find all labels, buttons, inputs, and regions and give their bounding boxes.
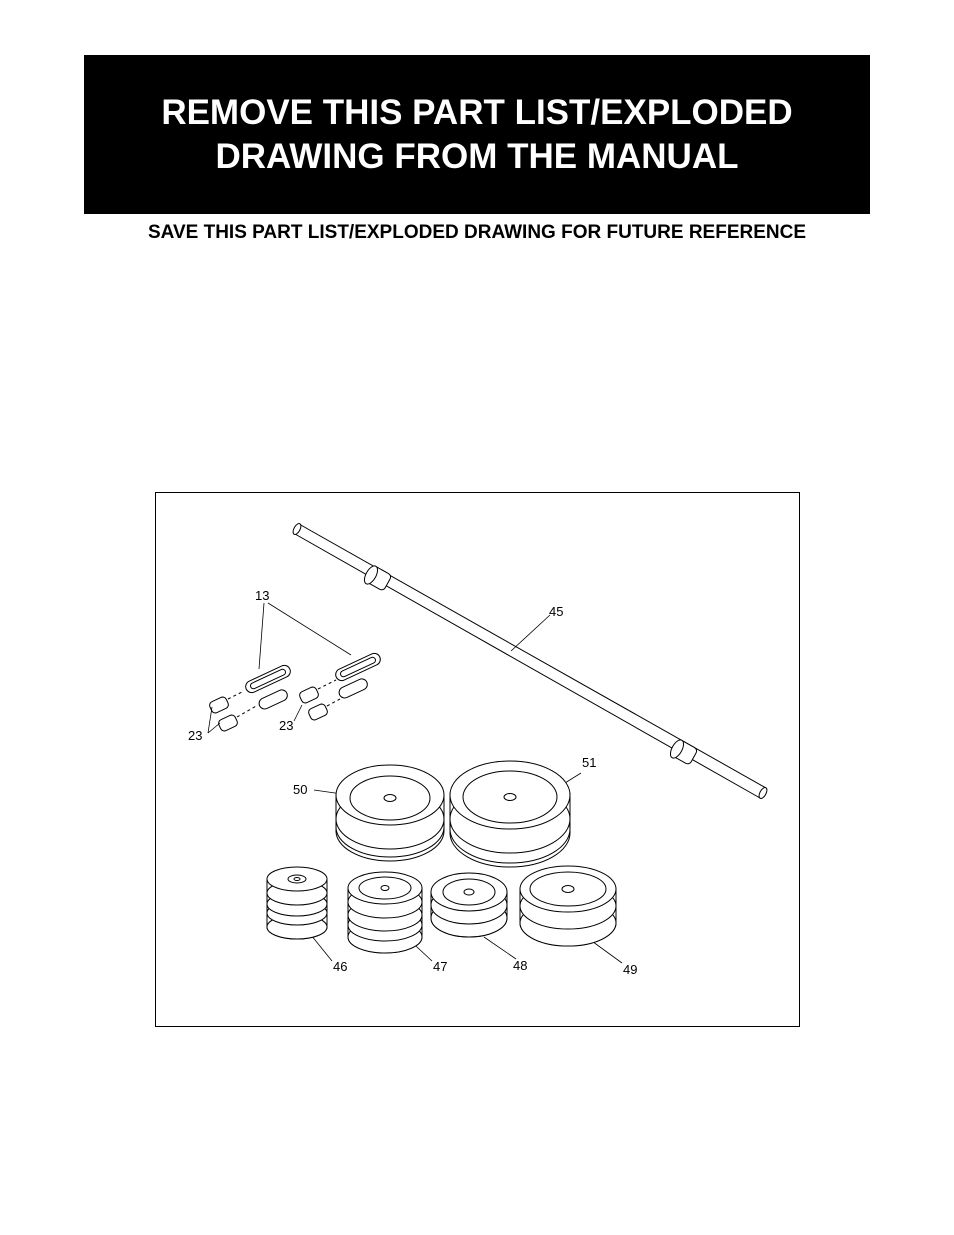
collar-clips (208, 651, 382, 732)
header-banner (84, 55, 870, 214)
callout-23-left: 23 (188, 728, 203, 743)
page-title-line-2: DRAWING FROM THE MANUAL (215, 136, 739, 176)
exploded-drawing (155, 492, 800, 1027)
weight-plate-49 (520, 866, 616, 946)
callout-49: 49 (623, 962, 638, 977)
collar-clip-right (298, 651, 382, 721)
callout-23-right: 23 (279, 718, 294, 733)
bar-collar-right (668, 738, 698, 765)
page-title (161, 91, 792, 179)
weight-plate-46 (267, 867, 327, 939)
weight-plate-47 (348, 872, 422, 953)
weight-plate-50 (336, 765, 444, 861)
callout-51: 51 (582, 755, 597, 770)
callout-48: 48 (513, 958, 528, 973)
page-title-line-1: REMOVE THIS PART LIST/EXPLODED (161, 92, 793, 132)
callout-45: 45 (549, 604, 564, 619)
bar-collar-left (362, 564, 392, 591)
callout-47: 47 (433, 959, 448, 974)
callout-50: 50 (293, 782, 308, 797)
exploded-drawing-svg (156, 493, 801, 1028)
callout-13: 13 (255, 588, 270, 603)
weight-plate-51 (450, 761, 570, 867)
weight-plate-48 (431, 873, 507, 937)
callout-46: 46 (333, 959, 348, 974)
page-subtitle: SAVE THIS PART LIST/EXPLODED DRAWING FOR FUTURE REFERENCE (148, 222, 806, 243)
